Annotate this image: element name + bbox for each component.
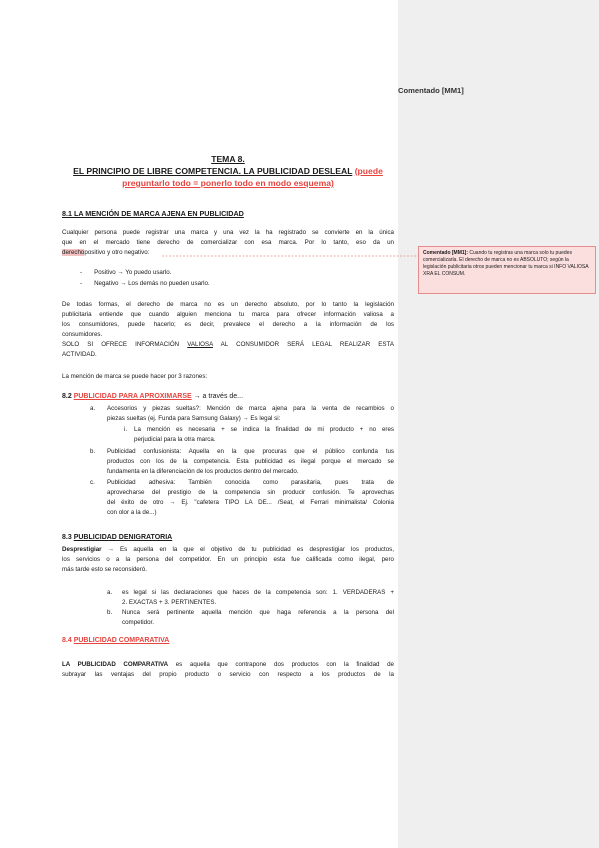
paragraph-line: publicitaria entiende que cuando alguien menciona tu marca para ofrecer información valiosa a (62, 311, 394, 318)
doc-title-note: preguntarlo todo = ponerlo todo en modo esquema) (122, 178, 334, 188)
paragraph-line: SOLO SI OFRECE INFORMACIÓN VALIOSA AL CONSUMIDOR SERÁ LEGAL REALIZAR ESTA (62, 341, 394, 348)
list-item-line: fundamenta en la diferenciación de los productos dentro del mercado. (107, 468, 299, 475)
margin-header-label: Comentado [MM1] (398, 86, 464, 95)
paragraph-line: ACTIVIDAD. (62, 351, 97, 358)
list-item-line: Nunca será pertinente aquella mención que haga referencia a la persona del (122, 609, 394, 616)
comment-author-label: Comentado [MM1]: (423, 250, 468, 256)
list-marker: a. (107, 589, 113, 596)
list-item-line: es legal si las declaraciones que haces de la competencia son: 1. VERDADERAS + (122, 589, 394, 596)
paragraph-line: los consumidores, puede hacerlo; es decir, prevalece el derecho a la información de los (62, 321, 394, 328)
list-marker: i. (124, 426, 128, 433)
bullet-item: - Negativo → Los demás no pueden usarlo. (80, 280, 210, 287)
paragraph-line: que en el mercado tiene derecho de comercializar con esa marca. Por lo tanto, eso da un (62, 239, 394, 246)
list-marker: c. (90, 479, 95, 486)
list-item-line: Accesorios y piezas sueltas?: Mención de marca ajena para la venta de recambios o (107, 405, 394, 412)
list-item-line: Publicidad adhesiva: También conocida como parasitaria, pues trata de (107, 479, 394, 486)
list-item-line: del éxito de otro → Ej. "cafetera TIPO LA DE... /Seat, el Ferrari minimalista/ Colonia (107, 499, 394, 506)
section-heading-8-3: 8.3 PUBLICIDAD DENIGRATORIA (62, 534, 173, 541)
paragraph-line: subrayar las ventajas del propio producto o servicio con respecto a los productos de la (62, 671, 394, 678)
list-item-line: perjudicial para la otra marca. (134, 436, 216, 443)
paragraph-line: derechopositivo y otro negativo: (62, 249, 150, 256)
paragraph-line: más tarde esto se reconsideró. (62, 566, 147, 573)
list-item-line: productos con los de la competencia. Esta publicidad es ilegal porque el mercado se (107, 458, 394, 465)
section-heading-8-4: 8.4 PUBLICIDAD COMPARATIVA (62, 637, 170, 644)
comment-text: Cuando tu registras una marca solo tu puedes comercializarla. El derecho de marca no es ABSOLUTO; según la legislación publicitaria otros pueden mencionar tu marca si INFO VALIOSA XRA EL CONSUM. (423, 250, 589, 277)
paragraph-line: De todas formas, el derecho de marca no es un derecho absoluto, por lo tanto la legislación (62, 301, 394, 308)
doc-title-number: TEMA 8. (211, 154, 245, 164)
list-item-line: La mención es necesaria + se indica la finalidad de mi producto + no eres (134, 426, 394, 433)
paragraph-line: LA PUBLICIDAD COMPARATIVA es aquella que contrapone dos productos con la finalidad de (62, 661, 394, 668)
paragraph-line: La mención de marca se puede hacer por 3 razones: (62, 373, 208, 380)
list-item-line: piezas sueltas (ej. Funda para Samsung Galaxy) → Es legal si: (107, 415, 281, 422)
paragraph-line: Cualquier persona puede registrar una marca y una vez la ha registrado se convierte en la única (62, 229, 394, 236)
paragraph-line: los servicios o a la persona del competidor. En un principio esta fue calificada como ilegal, pero (62, 556, 394, 563)
bullet-item: - Positivo → Yo puedo usarlo. (80, 269, 172, 276)
list-marker: b. (107, 609, 113, 616)
section-heading-8-2: 8.2 PUBLICIDAD PARA APROXIMARSE → a través de... (62, 393, 244, 400)
list-item-line: 2. EXACTAS + 3. PERTINENTES. (122, 599, 217, 606)
list-item-line: competidor. (122, 619, 154, 626)
comment-balloon[interactable] (418, 246, 596, 294)
list-marker: b. (90, 448, 96, 455)
section-heading-8-1: 8.1 LA MENCIÓN DE MARCA AJENA EN PUBLICIDAD (62, 209, 244, 218)
list-item-line: con olor a la de...) (107, 509, 157, 516)
list-item-line: Publicidad confusionista: Aquella en la que procuras que el público confunda tus (107, 448, 394, 455)
list-marker: a. (90, 405, 96, 412)
paragraph-line: Desprestigiar → Es aquella en la que el objetivo de tu publicidad es desprestigiar los productos, (62, 546, 394, 553)
paragraph-line: consumidores. (62, 331, 103, 338)
list-item-line: aprovecharse del prestigio de la competencia sin producir confusión. Te aprovechas (107, 489, 394, 496)
commented-word[interactable]: derecho (62, 249, 85, 256)
doc-title: EL PRINCIPIO DE LIBRE COMPETENCIA. LA PUBLICIDAD DESLEAL (puede (73, 166, 383, 176)
